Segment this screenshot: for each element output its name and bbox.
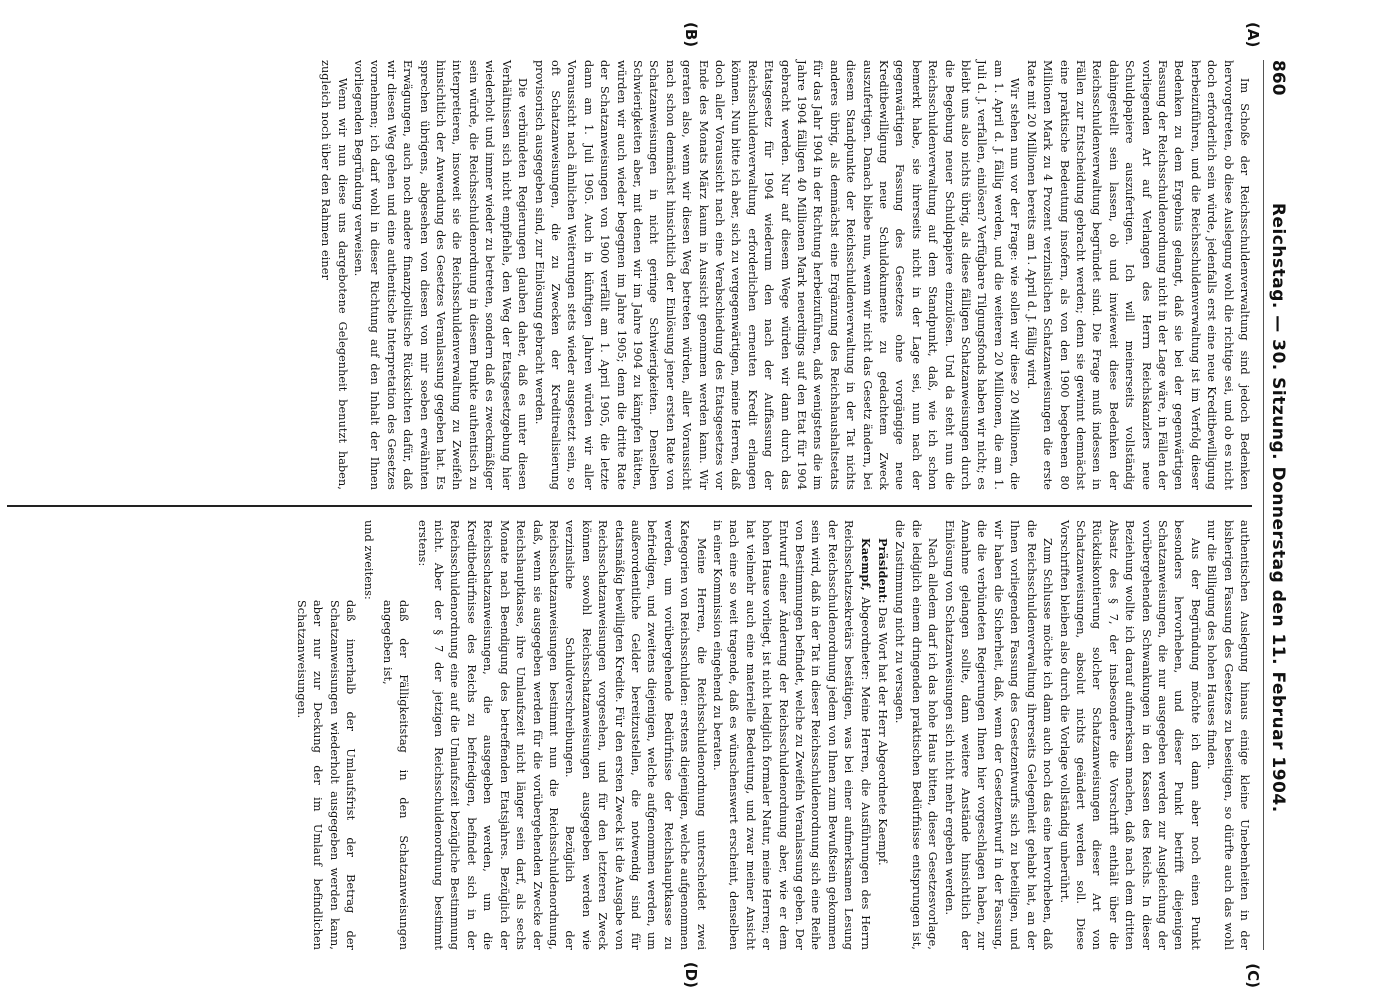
quoted-item: daß der Fälligkeitstag in den Schatzanweisungen angegeben ist,	[380, 600, 411, 950]
right-column	[294, 520, 1252, 951]
paragraph: Meine Herren, die Reichsschuldenordnung unterscheidet zwei Kategorien von Reichsschulden: erstens diejenigen, welche aufgenommen werden, um vorübergehende Bedürfnisse der Reichshauptkasse zu befriedigen, und zweitens diejenigen, welche aufgenommen werden, um außerordentliche Gelder bereitzustellen, die notwendig sind für etatsmäßig bewilligten Kredite. Für den ersten Zweck ist die Ausgabe von Reichsschatzanweisungen vorgesehen, und für den letzteren Zweck können sowohl Reichsschatzanweisungen ausgegeben werden wie verzinsliche Schuldverschreibungen. Bezüglich der Reichsschatzanweisungen bestimmt nun die Reichsschuldenordnung, daß, wenn sie ausgegeben werden für die vorübergehenden Zwecke der Reichshauptkasse, ihre Umlaufszeit nicht länger sein darf, als sechs Monate nach Beendigung des betreffenden Etatsjahres. Bezüglich der Reichsschatzanweisungen, die ausgegeben werden, um die Kreditbedürfnisse des Reichs zu befriedigen, befindet sich in der Reichsschuldenordnung eine auf die Umlaufszeit bezügliche Bestimmung nicht. Aber der § 7 der jetzigen Reichsschuldenordnung bestimmt erstens:	[415, 520, 708, 950]
paragraph: Wir stehen nun vor der Frage: wie sollen wir diese 20 Millionen, die am 1. April d. J. fällig werden, und die weiteren 20 Millionen, die am 1. Juli d. J. verfallen, einlösen? Verfügbare Tilgungsfonds haben wir nicht; es bleibt uns also nichts übrig, als diese fälligen Schatzanweisungen durch die Begebung neuer Schuldpapiere einzulösen. Und da steht nun die Reichsschuldenverwaltung auf dem Standpunkt, daß, wie ich schon bemerkt habe, sie ihrerseits nicht in der Lage sei, nun nach der gegenwärtigen Fassung des Gesetzes ohne vorgängige neue Kreditbewilligung neue Schuldokumente zu gedachtem Zweck auszufertigen. Danach bliebe nun, wenn wir nicht das Gesetz ändern, bei diesem Standpunkte der Reichsschuldenverwaltung in der Tat nichts anderes übrig, als demnächst eine Ergänzung des Reichshaushaltsetats für das Jahr 1904 in der Richtung herbeizuführen, daß wenigstens die im Jahre 1904 fälligen 40 Millionen Mark neuerdings auf den Etat für 1904 gebracht werden. Nur auf diesem Wege würden wir dann durch das Etatsgesetz für 1904 wiederum den nach der Auffassung der Reichsschuldenverwaltung erforderlichen erneuten Kredit erlangen können. Nun bitte ich aber, sich zu vergegenwärtigen, meine Herren, daß doch aller Voraussicht nach eine Verabschiedung des Etatsgesetzes vor Ende des Monats März kaum in Aussicht genommen werden kann. Wir geraten also, wenn wir diesen Weg betreten würden, aller Voraussicht nach schon demnächst hinsichtlich der Einlösung jener ersten Rate von Schatzanweisungen in nicht geringe Schwierigkeiten. Denselben Schwierigkeiten aber, mit denen wir im Jahre 1904 zu kämpfen hätten, würden wir auch wieder begegnen im Jahre 1905; denn die dritte Rate der Schatzanweisungen von 1900 verfällt am 1. April 1905, die letzte dann am 1. Juli 1905. Auch in künftigen Jahren würden wir aller Voraussicht nach ähnlichen Weiterungen stets wieder ausgesetzt sein, so oft Schatzanweisungen, die zu Zwecken der Kreditrealisierung provisorisch ausgegeben sind, zur Einlösung gebracht werden.	[532, 60, 1022, 490]
paragraph: Im Schoße der Reichsschuldenverwaltung sind jedoch Bedenken hervorgetreten, ob diese Auslegung wohl die richtige sei, und ob es nicht doch erforderlich sein würde, jedenfalls erst eine neue Kreditbewilligung herbeizuführen, und die Reichsschuldenverwaltung ist im Verfolg dieser Bedenken zu dem Ergebnis gelangt, daß sie bei der gegenwärtigen Fassung der Reichsschuldenordnung nicht in der Lage wäre, in Fällen der vorliegenden Art auf Verlangen des Herrn Reichskanzlers neue Schuldpapiere auszufertigen. Ich will meinerseits vollständig dahingestellt sein lassen, ob und inwieweit diese Bedenken der Reichsschuldenverwaltung begründet sind. Die Frage muß indessen in Fällen zur Entscheidung gebracht werden; denn sie gewinnt demnächst eine praktische Bedeutung insofern, als von den 1900 begebenen 80 Millionen Mark zu 4 Prozent verzinslichen Schatzanweisungen die erste Rate mit 20 Millionen bereits am 1. April d. J. fällig wird.	[1024, 60, 1251, 490]
margin-marker-a: (A)	[1244, 22, 1262, 48]
speaker-text: Abgeordneter: Meine Herren, die Ausführungen des Herrn Reichsschatzsekretärs bestätigen, was bei einer aufmerksamen Lesung der Reichsschuldenordnung jedem von Ihnen zum Bewußtsein gekommen sein wird, daß in der Tat in dieser Reichsschuldenordnung sich eine Reihe von Bestimmungen befindet, welche zu Zweifeln Veranlassung geben. Der Entwurf einer Änderung der Reichsschuldenordnung aber, wie er dem hohen Hause vorliegt, ist nicht lediglich formaler Natur, meine Herren; er hat vielmehr auch eine materielle Bedeutung, und zwar meiner Ansicht nach eine so weit tragende, daß es wünschenswert erscheint, denselben in einer Kommission eingehend zu beraten.	[711, 520, 872, 951]
paragraph: Die verbündeten Regierungen glauben daher, daß es unter diesen Verhältnissen sich nicht empfiehle, den Weg der Etatsgesetzgebung hier wiederholt und immer wieder zu betreten, sondern daß es zweckmäßiger sein würde, die Reichsschuldenordnung in diesem Punkte authentisch zu interpretieren, insoweit sie die Reichsschuldenverwaltung zu Zweifeln hinsichtlich der Anwendung des Gesetzes Veranlassung gegeben hat. Es sprechen übrigens, abgesehen von diesen von mir soeben erwähnten Erwägungen, auch noch andere finanzpolitische Rücksichten dafür, daß wir diesen Weg gehen und eine authentische Interpretation des Gesetzes vornehmen; ich darf wohl in dieser Richtung auf den Inhalt der Ihnen vorliegenden Begründung verweisen.	[352, 60, 530, 490]
speaker-paragraph	[709, 520, 874, 950]
paragraph: Nach alledem darf ich das hohe Haus bitten, dieser Gesetzesvorlage, die lediglich einem dringenden praktischen Bedürfnisse entsprungen ist, die Zustimmung nicht zu versagen.	[893, 520, 940, 950]
margin-marker-b: (B)	[682, 22, 700, 48]
speaker-president: Präsident:	[876, 538, 891, 604]
quoted-item: daß innerhalb der Umlaufsfrist der Betrag der Schatzanweisungen wiederholt ausgegeben werden kann, aber nur zur Deckung der im Umlauf befindlichen Schatzanweisungen.	[294, 600, 358, 950]
paragraph: Aus der Begründung möchte ich dann aber noch einen Punkt besonders hervorheben, und dieser Punkt betrifft diejenigen Schatzanweisungen, die nur ausgegeben werden zur Ausgleichung der vorübergehenden Schwankungen in den Kassen des Reichs. In dieser Beziehung wollte ich darauf aufmerksam machen, daß nach dem dritten Absatz des § 7, der insbesondere die Vorschrift enthält über die Rückdiskontierung solcher Schatzanweisungen dieser Art von Schatzanweisungen, absolut nichts geändert werden soll. Diese Vorschriften bleiben also durch die Vorlage vollständig unberührt.	[1057, 520, 1202, 950]
paragraph: authentischen Auslegung hinaus einige kleine Unebenheiten in der bisherigen Fassung des Gesetzes zu beseitigen, so dürfte auch das wohl nur die Billigung des hohen Hauses finden.	[1205, 520, 1251, 950]
paragraph: Wenn wir nun diese uns dargebotene Gelegenheit benutzt haben, zugleich noch über den Rahmen einer	[319, 60, 349, 490]
left-column	[7, 60, 1252, 490]
margin-marker-d: (D)	[682, 961, 700, 988]
page-number: 860	[1268, 60, 1288, 96]
page-header	[1263, 60, 1292, 950]
speaker-kaempf: Kaempf,	[858, 538, 873, 591]
margin-marker-c: (C)	[1244, 963, 1262, 988]
paragraph: Zum Schlusse möchte ich dann auch noch das eine hervorheben, daß die Reichsschuldenverwaltung ihrerseits Gelegenheit gehabt hat, an der Ihnen vorliegenden Fassung des Gesetzentwurfs sich zu beteiligen, und wir haben die Sicherheit, daß, wenn der Gesetzentwurf in der Fassung, die die verbündeten Regierungen Ihnen hier vorgeschlagen haben, zur Annahme gelangen sollte, dann weitere Anstände hinsichtlich der Einlösung von Schatzanweisungen sich nicht mehr ergeben werden.	[942, 520, 1055, 950]
paragraph: und zweitens:	[362, 520, 376, 600]
speaker-text: Das Wort hat der Herr Abgeordnete Kaempf.	[876, 607, 890, 866]
column-divider	[7, 505, 1252, 507]
page-title: Reichstag. — 30. Sitzung. Donnerstag den 11. Februar 1904.	[1268, 202, 1288, 813]
speaker-paragraph	[874, 520, 891, 950]
